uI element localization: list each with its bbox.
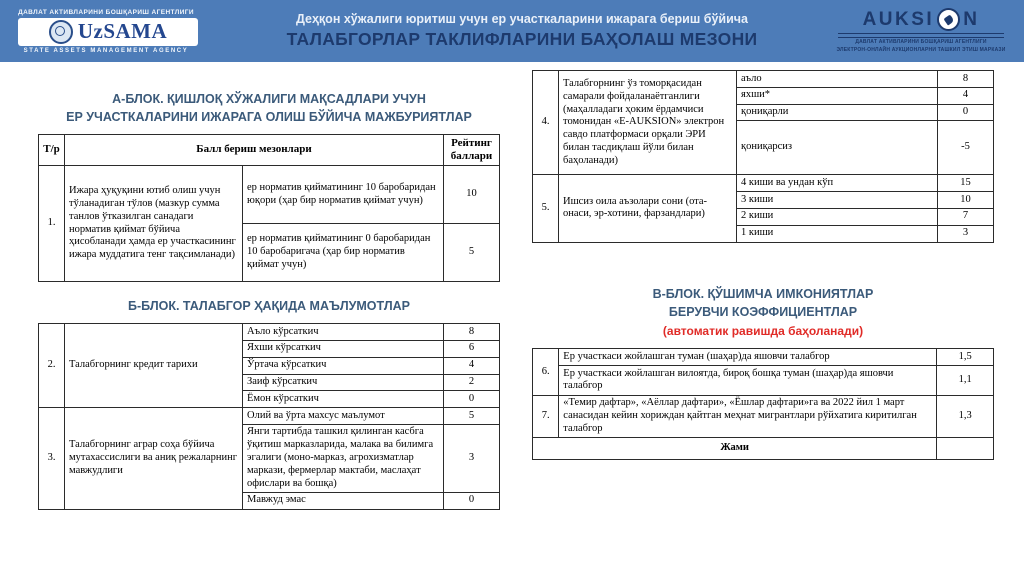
header-band [0, 0, 1024, 62]
score-value: 5 [444, 224, 500, 282]
left-column [38, 62, 500, 510]
table-b [38, 323, 500, 510]
sub-criteria-text: 2 киши [737, 208, 938, 225]
row-number: 1. [39, 166, 65, 282]
score-value: 7 [938, 208, 994, 225]
score-value: 1,1 [937, 366, 994, 396]
criteria-text: Талабгорнинг кредит тарихи [65, 324, 243, 408]
auksion-divider [838, 33, 1004, 38]
row-number: 5. [533, 175, 559, 242]
criteria-text: Талабгорнинг аграр соҳа бўйича мутахассислиги ва аниқ режаларнинг мавжудлиги [65, 408, 243, 510]
uzsama-logo-box [18, 18, 198, 46]
right-column [532, 62, 994, 460]
sub-criteria-text: 4 киши ва ундан кўп [737, 175, 938, 192]
block-a-title-line2: ЕР УЧАСТКАЛАРИНИ ИЖАРАГА ОЛИШ БЎЙИЧА МАЖБУРИЯТЛАР [66, 110, 472, 125]
sub-criteria-text: Яхши кўрсаткич [243, 340, 444, 357]
table-d [532, 348, 994, 460]
table-row [39, 166, 500, 224]
sub-criteria-text: Аъло кўрсаткич [243, 324, 444, 341]
score-value: 8 [938, 71, 994, 88]
sub-criteria-text: Заиф кўрсаткич [243, 374, 444, 391]
criteria-text: Ишсиз оила аъзолари сони (ота-онаси, эр-хотини, фарзандлари) [559, 175, 737, 242]
sub-criteria-text: яхши* [737, 87, 938, 104]
score-value: 10 [444, 166, 500, 224]
total-label: Жами [533, 438, 937, 460]
score-value: 8 [444, 324, 500, 341]
content-area [0, 62, 1024, 510]
score-value: 2 [444, 374, 500, 391]
block-v-auto-note: (автоматик равишда баҳоланади) [662, 323, 864, 338]
auksion-sub-line1: ДАВЛАТ АКТИВЛАРИНИ БОШҚАРИШ АГЕНТЛИГИ [855, 39, 987, 45]
row-number: 3. [39, 408, 65, 510]
col-header-criteria: Балл бериш мезонлари [65, 135, 444, 166]
criteria-text: Талабгорнинг ўз томорқасидан самарали фойдаланаётганлиги (маҳалладаги ҳоким ёрдамчиси томонидан «E-AUKSION» электрон савдо платформаси орқали ЭРИ билан тасдиқлаш йўли билан баҳоланади) [559, 71, 737, 175]
score-value: 0 [444, 391, 500, 408]
table-row [533, 71, 994, 88]
score-value: 4 [444, 357, 500, 374]
table-a-header-row [39, 135, 500, 166]
uzsama-agency-name-uz: ДАВЛАТ АКТИВЛАРИНИ БОШҚАРИШ АГЕНТЛИГИ [18, 8, 194, 16]
row-number: 4. [533, 71, 559, 175]
block-v-title [532, 285, 994, 341]
page-title [212, 12, 832, 50]
table-row [533, 175, 994, 192]
table-row [533, 349, 994, 366]
uzsama-emblem-icon [49, 20, 73, 44]
score-value: 6 [444, 340, 500, 357]
table-row [533, 366, 994, 396]
auksion-o-gavel-icon [937, 8, 960, 31]
uzsama-wordmark: UzSAMA [77, 19, 168, 43]
auksion-logo [832, 8, 1024, 54]
table-row [533, 395, 994, 437]
row-number: 6. [533, 349, 559, 395]
sub-criteria-text: «Темир дафтар», «Аёллар дафтари», «Ёшлар дафтари»га ва 2022 йил 1 март санасидан кейин хориждан қайтган меҳнат мигрантлари рўйхатига киритилган талабгор [559, 395, 937, 437]
sub-criteria-text: Ер участкаси жойлашган туман (шаҳар)да яшовчи талабгор [559, 349, 937, 366]
uzsama-logo [0, 9, 212, 54]
auksion-sub-line2: ЭЛЕКТРОН-ОНЛАЙН АУКЦИОНЛАРНИ ТАШКИЛ ЭТИШ МАРКАЗИ [836, 46, 1006, 53]
sub-criteria-text: қониқарсиз [737, 121, 938, 175]
table-row [39, 324, 500, 341]
sub-criteria-text: ер норматив қийматининг 0 баробаридан 10 баробаригача (ҳар бир норматив қиймат учун) [243, 224, 444, 282]
sub-criteria-text: Ер участкаси жойлашган вилоятда, бироқ бошқа туман (шаҳар)да яшовчи талабгор [559, 366, 937, 396]
auksion-wordmark [832, 8, 1010, 31]
score-value: 15 [938, 175, 994, 192]
sub-criteria-text: 1 киши [737, 225, 938, 242]
page-subtitle-line: Деҳқон хўжалиги юритиш учун ер участкаларини ижарага бериш бўйича [295, 12, 749, 26]
sub-criteria-text: Ёмон кўрсаткич [243, 391, 444, 408]
sub-criteria-text: қониқарли [737, 104, 938, 121]
score-value: 4 [938, 87, 994, 104]
uzsama-agency-name-en: STATE ASSETS MANAGEMENT AGENCY [23, 47, 189, 54]
table-row [39, 408, 500, 425]
block-b-title: Б-БЛОК. ТАЛАБГОР ҲАҚИДА МАЪЛУМОТЛАР [128, 299, 410, 314]
score-value: 3 [444, 424, 500, 492]
sub-criteria-text: ер норматив қийматининг 10 баробаридан юқори (ҳар бир норматив қиймат учун) [243, 166, 444, 224]
score-value: 3 [938, 225, 994, 242]
auksion-wordmark-right: N [963, 8, 980, 30]
table-a [38, 134, 500, 282]
auksion-wordmark-left: AUKSI [862, 8, 935, 30]
sub-criteria-text: аъло [737, 71, 938, 88]
row-number: 2. [39, 324, 65, 408]
col-header-rating: Рейтинг баллари [444, 135, 500, 166]
total-value [937, 438, 994, 460]
score-value: 0 [938, 104, 994, 121]
col-header-tr: Т/р [39, 135, 65, 166]
score-value: -5 [938, 121, 994, 175]
block-v-title-line1: В-БЛОК. ҚЎШИМЧА ИМКОНИЯТЛАР [652, 286, 874, 301]
score-value: 1,3 [937, 395, 994, 437]
sub-criteria-text: Мавжуд эмас [243, 492, 444, 509]
total-row [533, 438, 994, 460]
block-a-title-line1: А-БЛОК. ҚИШЛОҚ ХЎЖАЛИГИ МАҚСАДЛАРИ УЧУН [112, 92, 426, 106]
score-value: 10 [938, 192, 994, 209]
table-c [532, 70, 994, 243]
page-title-line: ТАЛАБГОРЛАР ТАКЛИФЛАРИНИ БАҲОЛАШ МЕЗОНИ [286, 29, 758, 49]
row-number: 7. [533, 395, 559, 437]
block-a-title [38, 90, 500, 126]
score-value: 5 [444, 408, 500, 425]
sub-criteria-text: 3 киши [737, 192, 938, 209]
score-value: 1,5 [937, 349, 994, 366]
sub-criteria-text: Янги тартибда ташкил қилинган касбга ўқитиш марказларида, малака ва билимга эгалиги (моно-марказ, агрохизматлар маркази, фермерлар мактаби, маслаҳат офислари ва бошқа) [243, 424, 444, 492]
criteria-text: Ижара ҳуқуқини ютиб олиш учун тўланадиган тўлов (мазкур сумма танлов ўтказилган санадаги норматив қиймат бўйича ҳисобланади ҳамда ер участкасининг ижара муддатига тенг тақсимланади) [65, 166, 243, 282]
score-value: 0 [444, 492, 500, 509]
sub-criteria-text: Ўртача кўрсаткич [243, 357, 444, 374]
block-v-title-line2: БЕРУВЧИ КОЭФФИЦИЕНТЛАР [668, 304, 858, 319]
sub-criteria-text: Олий ва ўрта махсус маълумот [243, 408, 444, 425]
